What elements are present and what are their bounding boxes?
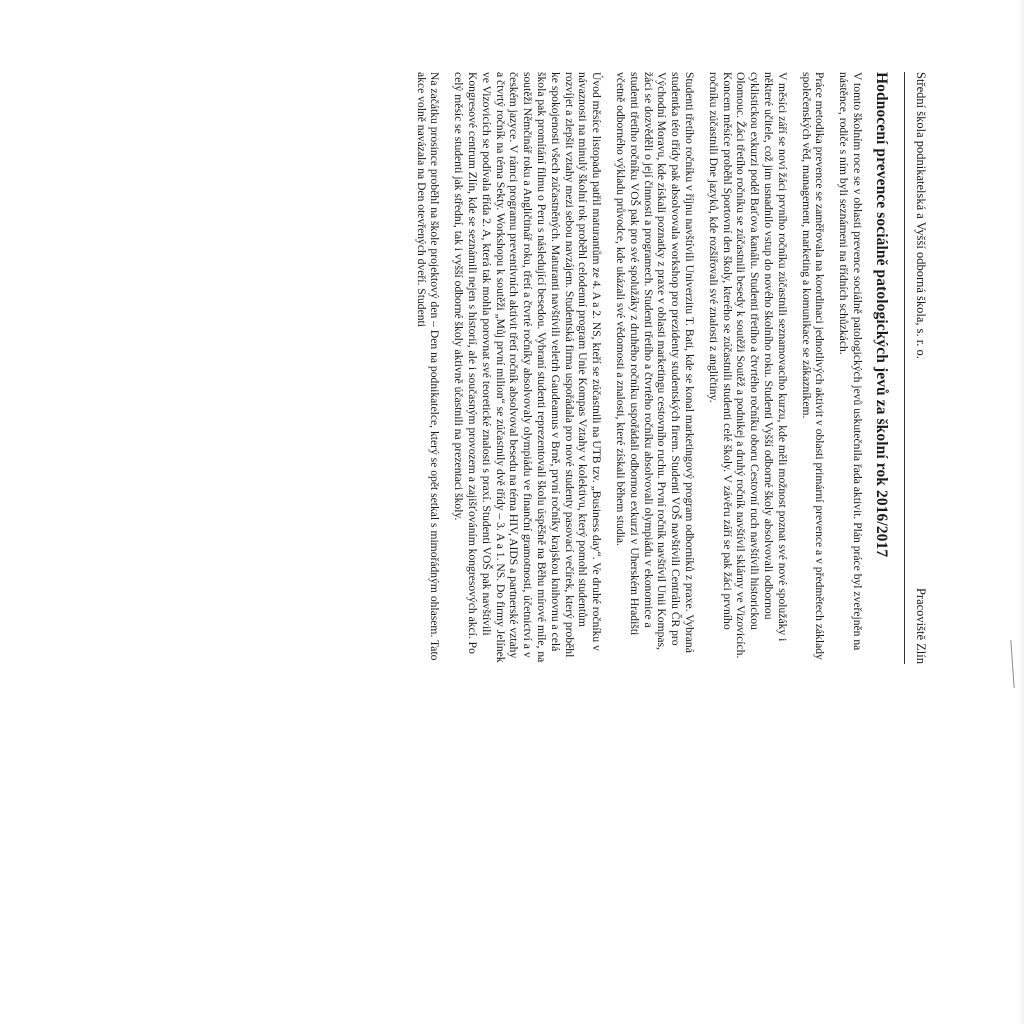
workplace-name: Pracoviště Zlín — [914, 587, 928, 664]
scan-edge — [1018, 0, 1024, 1024]
pen-mark — [1010, 640, 1017, 688]
school-name: Střední škola podnikatelská a Vyšší odborná škola, s. r. o. — [914, 72, 928, 359]
paragraph-november: Úvod měsíce listopadu patřil maturantům ze 4. A a 2. NS, kteří se zúčastnili na UTB tzv. „Business day“. Ve druhé ročníku v návaznosti na minulý školní rok proběhl celodenní program Unie Kompas Vztahy v kolektivu, který pomohl studentům rozvíjet a zlepšit vztahy mezi sebou navzájem. Studentská firma uspořádala pro nové studenty pasovací večírek, který proběhl ke spokojenosti všech zúčastněných. Maturanti navštívili veletrh Gaudeamus v Brně, první ročníky krajskou knihovnu a celá škola pak promítání filmu o Peru s následující besedou. Vybraní studenti reprezentovali školu úspěšně na Běhu mírové míle, na soutěži Němčinář roku a Angličtinář roku, třetí a čtvrté ročníky absolvovaly olympiádu ve finanční gramotnosti, účetnictví a v českém jazyce. V rámci programu preventivních aktivit třetí ročník absolvoval besedu na téma HIV, AIDS a partnerské vztahy a čtvrtý ročník na téma Sekty. Workshopu k soutěži „Můj první milion“ se zúčastnily dvě třídy – 3. A a 1. NS. Do firmy Jelínek ve Vizovicích se podívala třída 2. A, která tak mohla porovnat své teoretické znalosti s praxí. Studenti VOŠ pak navštívili Kongresové centrum Zlín, kde se seznámili nejen s historií, ale i současným provozem a zajišťováním kongresových akcí. Po celý měsíc se studenti jak střední, tak i vyšší odborné školy aktivně účastnili na prezentaci školy. — [452, 72, 604, 663]
paragraph-october: Studenti třetího ročníku v říjnu navštívili Univerzitu T. Bati, kde se konal marketingový program odborníků z praxe. Vybraná studentka této třídy pak absolvovala workshop pro prezidenty studentských firem. Studenti VOŠ navštívili Centrálu ČR pro Východní Moravu, kde získali poznatky z praxe v oblasti marketingu cestovního ruchu. První ročník navštívil Unii Kompas, žáci se dozvěděli o její činnosti a programech. Studenti třetího a čtvrtého ročníku absolvovali olympiádu v ekonomice a studenti třetího ročníku VOŠ pak pro své spolužáky z druhého ročníku uspořádali odbornou exkurzi v Uherském Hradišti včetně odborného výkladu průvodce, kde ukázali své vědomosti a znalosti, které získali během studia. — [614, 72, 697, 653]
paragraph-methodology: Práce metodika prevence se zaměřovala na koordinaci jednotlivých aktivit v oblasti primární prevence a v předmětech základy společenských věd, management, marketing a komunikace se zákazníkem. — [799, 72, 827, 660]
paragraph-september: V měsíci září se noví žáci prvního ročníku zúčastnili seznamovacího kurzu, kde měli možnost poznat své nové spolužáky i některé učitele, což jim usnadnilo vstup do nového školního roku. Studenti Vyšší odborné školy absolvovali odbornou cyklistickou exkurzi podél Baťova kanálu. Studenti třetího a čtvrtého ročníku oboru Cestovní ruch navštívili historickou Olomouc. Žáci třetího ročníku se zúčastnili besedy k soutěži Soutěž a podnikej a druhý ročník navštívil sklárny ve Vizovicích. Koncem měsíce proběhl Sportovní den školy, kterého se zúčastnili studenti celé školy. V závěru září se pak žáci prvního ročníku zúčastnili Dne jazyků, kde rozšiřovali své znalosti z angličtiny. — [706, 72, 789, 659]
document-body — [404, 72, 929, 664]
paragraph-intro: V tomto školním roce se v oblasti prevence sociálně patologických jevů uskutečnila řada aktivit. Plán práce byl zveřejněn na nástěnce, rodiče s ním byli seznámeni na třídních schůzkách. — [837, 72, 864, 651]
letterhead — [913, 72, 929, 664]
paragraph-december: Na začátku prosince proběhl na škole projektový den – Den na podnikatelce, který se opět setkal s mimořádným ohlasem. Tato akce volně navázala na Den otevřených dveří. Studenti — [414, 72, 442, 661]
document-title: Hodnocení prevence sociálně patologických jevů za školní rok 2016/2017 — [873, 72, 890, 558]
header-rule — [904, 72, 905, 664]
